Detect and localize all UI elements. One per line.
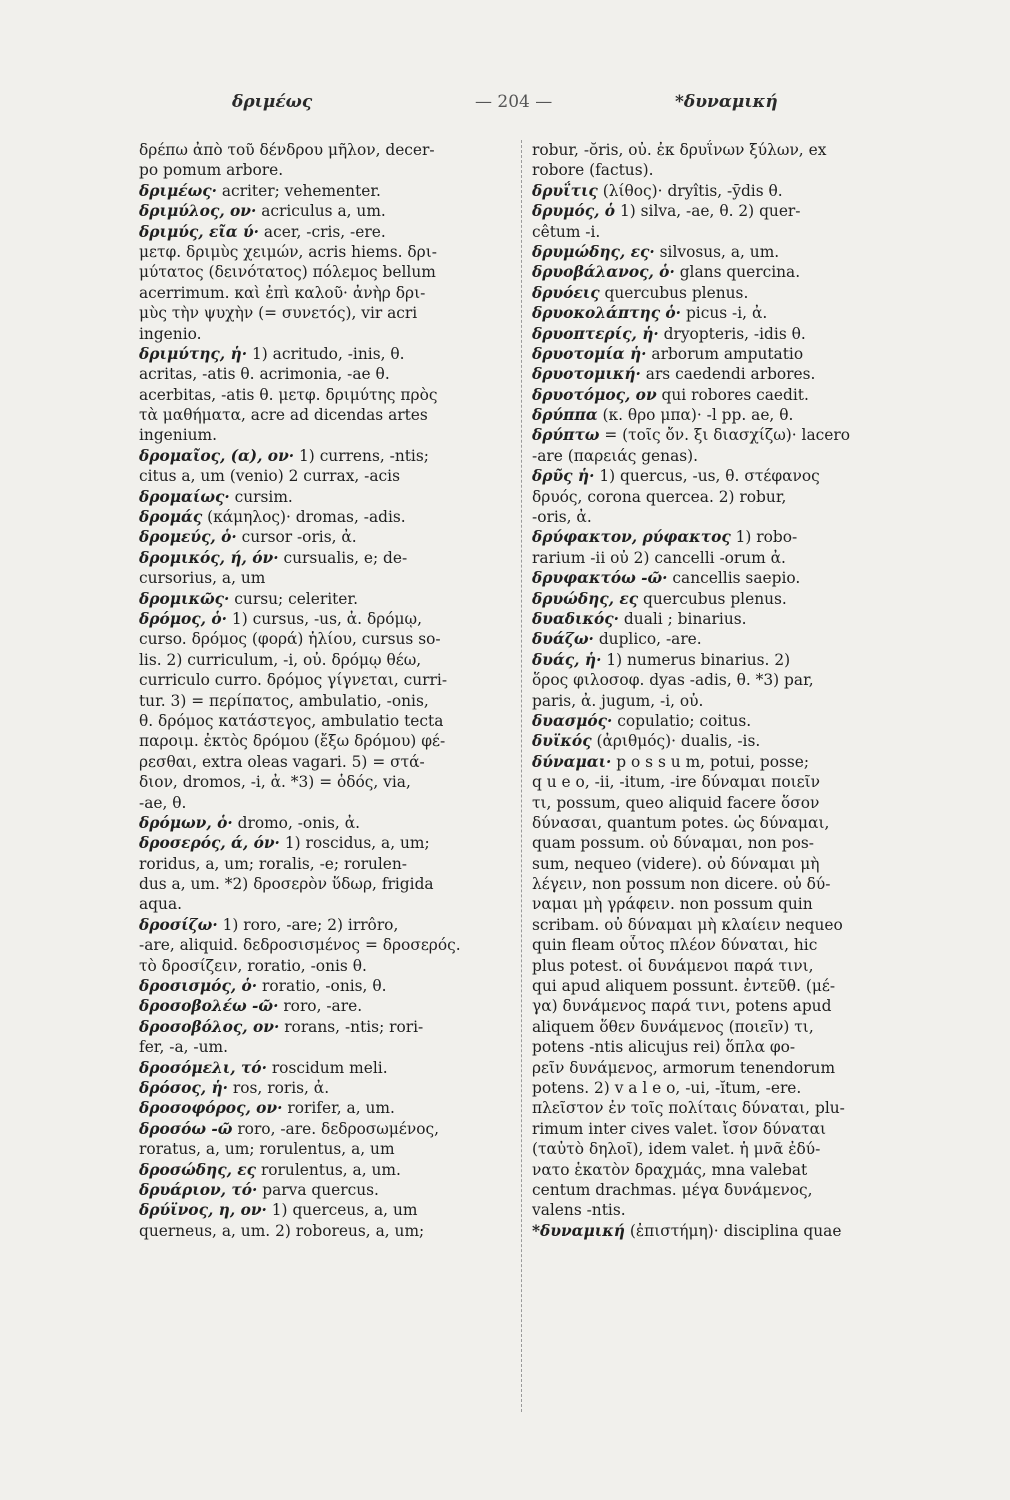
- definition-text: 1) roscidus, a, um;: [279, 834, 430, 853]
- definition-text: 1) silva, -ae, θ. 2) quer-: [615, 202, 801, 221]
- headword: δρυοτομική·: [532, 365, 641, 384]
- text-line: [139, 711, 511, 731]
- definition-text: po pomum arbore.: [139, 161, 284, 180]
- headword: δροσισμός, ὁ·: [139, 977, 258, 996]
- definition-text: acerbitas, -atis θ. μετφ. δριμύτης πρὸς: [139, 385, 438, 404]
- headword: δριμύλος, ον·: [139, 202, 257, 221]
- text-line: [139, 1139, 511, 1159]
- text-line: [532, 283, 932, 303]
- text-line: [139, 731, 511, 751]
- text-line: [139, 1017, 511, 1037]
- headword: δρυοκολάπτης ὁ·: [532, 304, 682, 323]
- text-line: [532, 956, 932, 976]
- headword: δρύπτω: [532, 426, 600, 445]
- text-line: [532, 425, 932, 445]
- text-line: [139, 894, 511, 914]
- text-line: [139, 201, 511, 221]
- definition-text: 1) numerus binarius. 2): [601, 650, 791, 669]
- definition-text: -ae, θ.: [139, 793, 187, 812]
- definition-text: cursorius, a, um: [139, 569, 266, 588]
- text-line: [139, 1200, 511, 1220]
- text-line: [139, 385, 511, 405]
- text-line: [532, 160, 932, 180]
- text-line: [532, 466, 932, 486]
- headword: δρομικός, ή, όν·: [139, 548, 279, 567]
- definition-text: silvosus, a, um.: [654, 242, 780, 261]
- definition-text: roscidum meli.: [266, 1058, 388, 1077]
- text-line: [139, 813, 511, 833]
- definition-text: = (τοῖς ὄν. ξι διασχίζω)· lacero: [599, 426, 850, 445]
- headword: δρύφακτον, ρύφακτος: [532, 528, 731, 547]
- headword: δρύϊνος, η, ον·: [139, 1201, 267, 1220]
- headword: δρυμός, ὁ: [532, 202, 616, 221]
- definition-text: dus a, um. *2) δροσερὸν ὕδωρ, frigida: [139, 875, 434, 894]
- definition-text: citus a, um (venio) 2 currax, -acis: [139, 467, 400, 486]
- text-line: [139, 466, 511, 486]
- text-line: [532, 894, 932, 914]
- text-line: [532, 324, 932, 344]
- definition-text: acerrimum. καὶ ἐπὶ καλοῦ· ἀνὴρ δρι-: [139, 283, 426, 302]
- definition-text: quercubus plenus.: [638, 589, 787, 608]
- text-line: [532, 487, 932, 507]
- text-line: [139, 507, 511, 527]
- definition-text: πλεῖστον ἐν τοῖς πολίταις δύναται, plu-: [532, 1099, 845, 1118]
- definition-text: robore (factus).: [532, 161, 654, 180]
- definition-text: lis. 2) curriculum, -i, οὐ. δρόμῳ θέω,: [139, 650, 422, 669]
- definition-text: cancellis saepio.: [667, 569, 801, 588]
- text-line: [532, 262, 932, 282]
- definition-text: (ἐπιστήμη)· disciplina quae: [624, 1221, 842, 1240]
- definition-text: roro, -are.: [278, 997, 363, 1016]
- text-line: [139, 1078, 511, 1098]
- definition-text: duplico, -are.: [593, 630, 702, 649]
- text-line: [532, 364, 932, 384]
- headword: δρυώδης, ες: [532, 589, 639, 608]
- text-line: [532, 711, 932, 731]
- definition-text: (ἀριθμός)· dualis, -is.: [591, 732, 761, 751]
- text-line: [532, 242, 932, 262]
- headword: δροσοβολέω -ῶ·: [139, 997, 279, 1016]
- headword: δυάζω·: [532, 630, 594, 649]
- left-column: [139, 140, 511, 1241]
- definition-text: 1) currens, -ntis;: [294, 446, 429, 465]
- text-line: [532, 629, 932, 649]
- definition-text: rarium -ii οὐ 2) cancelli -orum ἀ.: [532, 548, 786, 567]
- text-line: [532, 1037, 932, 1057]
- text-line: [139, 242, 511, 262]
- text-line: [139, 793, 511, 813]
- headword: δροσοβόλος, ον·: [139, 1017, 280, 1036]
- headword: δυϊκός: [532, 732, 592, 751]
- definition-text: 1) roro, -are; 2) irrôro,: [217, 915, 399, 934]
- definition-text: quin fleam οὗτος πλέον δύναται, hic: [532, 936, 818, 955]
- text-line: [532, 1139, 932, 1159]
- text-line: [532, 609, 932, 629]
- text-line: [139, 609, 511, 629]
- definition-text: cêtum -i.: [532, 222, 601, 241]
- headword: δρομικῶς·: [139, 589, 230, 608]
- definition-text: δρέπω ἀπὸ τοῦ δένδρου μῆλον, decer-: [139, 141, 435, 159]
- definition-text: ingenium.: [139, 426, 218, 445]
- text-line: [532, 1078, 932, 1098]
- definition-text: cursor -oris, ἀ.: [236, 528, 357, 547]
- headword: δροσοφόρος, ον·: [139, 1099, 283, 1118]
- text-line: [139, 405, 511, 425]
- text-line: [139, 772, 511, 792]
- text-line: [139, 568, 511, 588]
- definition-text: rorulentus, a, um.: [256, 1160, 401, 1179]
- headword: δρυόεις: [532, 283, 600, 302]
- text-line: [139, 629, 511, 649]
- text-line: [532, 140, 932, 160]
- headword: δριμύς, εῖα ύ·: [139, 222, 260, 241]
- headword: δροσόω -ῶ: [139, 1119, 233, 1138]
- page-header: [140, 92, 930, 122]
- headword: δρυφακτόω -ῶ·: [532, 569, 668, 588]
- text-line: [139, 548, 511, 568]
- text-line: [532, 731, 932, 751]
- text-line: [532, 854, 932, 874]
- text-line: [532, 996, 932, 1016]
- text-line: [532, 1017, 932, 1037]
- text-line: [532, 650, 932, 670]
- page-number: — 204 —: [475, 92, 553, 112]
- definition-text: τὰ μαθήματα, acre ad dicendas artes: [139, 406, 428, 425]
- definition-text: ναμαι μὴ γράφειν. non possum quin: [532, 895, 813, 914]
- text-line: [532, 935, 932, 955]
- definition-text: paris, ἀ. jugum, -i, οὐ.: [532, 691, 704, 710]
- definition-text: (κάμηλος)· dromas, -adis.: [202, 508, 406, 527]
- right-guide-word: *δυναμική: [675, 92, 778, 112]
- text-line: [139, 1098, 511, 1118]
- definition-text: ὅρος φιλοσοφ. dyas -adis, θ. *3) par,: [532, 671, 814, 690]
- definition-text: λέγειν, non possum non dicere. οὐ δύ-: [532, 875, 831, 894]
- text-line: [139, 527, 511, 547]
- text-line: [139, 691, 511, 711]
- text-line: [532, 385, 932, 405]
- text-line: [532, 772, 932, 792]
- definition-text: -are, aliquid. δεδροσισμένος = δροσερός.: [139, 936, 461, 955]
- text-line: [532, 915, 932, 935]
- definition-text: qui robores caedit.: [656, 385, 809, 404]
- definition-text: μὺς τὴν ψυχὴν (= συνετός), vir acri: [139, 304, 418, 323]
- definition-text: acer, -cris, -ere.: [259, 222, 386, 241]
- text-line: [139, 1221, 511, 1241]
- text-line: [532, 181, 932, 201]
- definition-text: ρεῖν δυνάμενος, armorum tenendorum: [532, 1058, 836, 1077]
- text-line: [139, 446, 511, 466]
- headword: δυασμός·: [532, 711, 613, 730]
- text-line: [139, 262, 511, 282]
- definition-text: (λίθος)· dryîtis, -ȳdis θ.: [597, 181, 783, 200]
- definition-text: aqua.: [139, 895, 183, 914]
- definition-text: dromo, -onis, ἀ.: [232, 813, 360, 832]
- definition-text: (ταὐτὸ δηλοῖ), idem valet. ἡ μνᾶ ἐδύ-: [532, 1140, 821, 1159]
- definition-text: ars caedendi arbores.: [640, 365, 816, 384]
- definition-text: (κ. θρο μπα)· -l pp. ae, θ.: [597, 406, 794, 425]
- definition-text: robur, -ŏris, οὐ. ἐκ δρυΐνων ξύλων, ex: [532, 141, 827, 159]
- headword: δύναμαι·: [532, 752, 612, 771]
- headword: δρόσος, ἡ·: [139, 1078, 229, 1097]
- definition-text: roratus, a, um; rorulentus, a, um: [139, 1140, 395, 1159]
- text-line: [139, 140, 511, 160]
- headword: δρυάριον, τό·: [139, 1180, 258, 1199]
- text-line: [139, 976, 511, 996]
- definition-text: acritas, -atis θ. acrimonia, -ae θ.: [139, 365, 390, 384]
- headword: δρυοτομία ἡ·: [532, 344, 647, 363]
- text-line: [532, 793, 932, 813]
- text-line: [532, 1119, 932, 1139]
- right-column: [532, 140, 932, 1241]
- definition-text: rorans, -ntis; rori-: [279, 1017, 424, 1036]
- definition-text: μύτατος (δεινότατος) πόλεμος bellum: [139, 263, 436, 282]
- definition-text: θ. δρόμος κατάστεγος, ambulatio tecta: [139, 711, 444, 730]
- definition-text: picus -i, ἀ.: [681, 304, 768, 323]
- text-line: [139, 956, 511, 976]
- text-line: [139, 833, 511, 853]
- definition-text: 1) cursus, -us, ἀ. δρόμῳ,: [227, 609, 422, 628]
- text-line: [532, 1221, 932, 1241]
- text-line: [139, 344, 511, 364]
- text-line: [139, 854, 511, 874]
- text-line: [139, 181, 511, 201]
- headword: δροσερός, ά, όν·: [139, 834, 280, 853]
- headword: δροσώδης, ες: [139, 1160, 257, 1179]
- headword: δρυμώδης, ες·: [532, 242, 655, 261]
- definition-text: cursim.: [229, 487, 293, 506]
- text-line: [139, 589, 511, 609]
- headword: δρομάς: [139, 508, 203, 527]
- definition-text: roro, -are. δεδροσωμένος,: [232, 1119, 439, 1138]
- definition-text: p o s s u m, potui, posse;: [611, 752, 810, 771]
- definition-text: scribam. οὐ δύναμαι μὴ κλαίειν nequeo: [532, 915, 843, 934]
- definition-text: τι, possum, queo aliquid facere ὅσον: [532, 793, 820, 812]
- text-line: [139, 1058, 511, 1078]
- definition-text: aliquem ὅθεν δυνάμενος (ποιεῖν) τι,: [532, 1017, 814, 1036]
- definition-text: roratio, -onis, θ.: [257, 977, 387, 996]
- definition-text: δύνασαι, quantum potes. ὡς δύναμαι,: [532, 813, 830, 832]
- text-line: [139, 160, 511, 180]
- headword: δυαδικός·: [532, 609, 620, 628]
- headword: δρομαίως·: [139, 487, 230, 506]
- text-line: [139, 1037, 511, 1057]
- text-line: [139, 1119, 511, 1139]
- definition-text: acriter; vehementer.: [216, 181, 381, 200]
- definition-text: qui apud aliquem possunt. ἐντεῦθ. (μέ-: [532, 977, 836, 996]
- column-divider: [521, 140, 523, 1412]
- definition-text: dryopteris, -idis θ.: [658, 324, 806, 343]
- definition-text: valens -ntis.: [532, 1201, 626, 1220]
- definition-text: τὸ δροσίζειν, roratio, -onis θ.: [139, 956, 367, 975]
- text-line: [532, 344, 932, 364]
- text-line: [532, 976, 932, 996]
- definition-text: γα) δυνάμενος παρά τινι, potens apud: [532, 997, 832, 1016]
- headword: *δυναμική: [532, 1221, 625, 1240]
- definition-text: q u e o, -ii, -itum, -ire δύναμαι ποιεῖν: [532, 773, 820, 792]
- definition-text: quercubus plenus.: [599, 283, 749, 302]
- headword: δρῦς ἡ·: [532, 467, 595, 486]
- headword: δρύππα: [532, 406, 598, 425]
- headword: δρόμος, ὁ·: [139, 609, 228, 628]
- definition-text: plus potest. οἱ δυνάμενοι παρά τινι,: [532, 956, 814, 975]
- text-line: [532, 527, 932, 547]
- text-line: [532, 1180, 932, 1200]
- definition-text: 1) acritudo, -inis, θ.: [247, 344, 405, 363]
- definition-text: ros, roris, ἀ.: [228, 1078, 330, 1097]
- text-line: [532, 874, 932, 894]
- headword: δρομεύς, ὁ·: [139, 528, 237, 547]
- definition-text: ρεσθαι, extra oleas vagari. 5) = στά-: [139, 752, 425, 771]
- definition-text: duali ; binarius.: [619, 609, 747, 628]
- headword: δριμύτης, ἡ·: [139, 344, 248, 363]
- definition-text: rorifer, a, um.: [282, 1099, 395, 1118]
- definition-text: arborum amputatio: [646, 344, 804, 363]
- text-line: [532, 1058, 932, 1078]
- definition-text: sum, nequeo (videre). οὐ δύναμαι μὴ: [532, 854, 820, 873]
- definition-text: quam possum. οὐ δύναμαι, non pos-: [532, 834, 814, 853]
- text-line: [139, 1160, 511, 1180]
- definition-text: cursualis, e; de-: [278, 548, 408, 567]
- text-line: [139, 425, 511, 445]
- headword: δρυΐτις: [532, 181, 598, 200]
- text-line: [139, 935, 511, 955]
- text-line: [139, 874, 511, 894]
- definition-text: potens. 2) v a l e o, -ui, -ĭtum, -ere.: [532, 1078, 802, 1097]
- headword: δρυοβάλανος, ὁ·: [532, 263, 675, 282]
- definition-text: -are (παρειάς genas).: [532, 446, 699, 465]
- definition-text: centum drachmas. μέγα δυνάμενος,: [532, 1180, 813, 1199]
- definition-text: διον, dromos, -i, ἀ. *3) = ὁδός, via,: [139, 773, 411, 792]
- text-line: [532, 1200, 932, 1220]
- text-line: [532, 548, 932, 568]
- text-line: [532, 813, 932, 833]
- definition-text: querneus, a, um. 2) roboreus, a, um;: [139, 1221, 425, 1240]
- text-line: [532, 833, 932, 853]
- text-line: [139, 324, 511, 344]
- headword: δριμέως·: [139, 181, 217, 200]
- text-line: [532, 589, 932, 609]
- definition-text: 1) querceus, a, um: [266, 1201, 418, 1220]
- definition-text: parva quercus.: [257, 1180, 379, 1199]
- headword: δρυοτόμος, ον: [532, 385, 657, 404]
- text-line: [532, 507, 932, 527]
- definition-text: δρυός, corona quercea. 2) robur,: [532, 487, 787, 506]
- text-line: [532, 222, 932, 242]
- definition-text: παροιμ. ἐκτὸς δρόμου (ἔξω δρόμου) φέ-: [139, 732, 446, 751]
- text-line: [139, 670, 511, 690]
- definition-text: 1) robo-: [730, 528, 798, 547]
- definition-text: -oris, ἀ.: [532, 508, 592, 527]
- left-guide-word: δριμέως: [232, 92, 313, 112]
- text-line: [532, 691, 932, 711]
- text-line: [139, 222, 511, 242]
- text-line: [532, 201, 932, 221]
- headword: δρομαῖος, (α), ον·: [139, 446, 295, 465]
- definition-text: curriculo curro. δρόμος γίγνεται, curri-: [139, 671, 448, 690]
- text-line: [139, 1180, 511, 1200]
- headword: δροσόμελι, τό·: [139, 1058, 267, 1077]
- headword: δρυοπτερίς, ἡ·: [532, 324, 659, 343]
- definition-text: cursu; celeriter.: [229, 589, 358, 608]
- text-line: [532, 752, 932, 772]
- text-line: [532, 1098, 932, 1118]
- definition-text: potens -ntis alicujus rei) ὅπλα φο-: [532, 1038, 796, 1057]
- headword: δυάς, ἡ·: [532, 650, 602, 669]
- text-line: [532, 670, 932, 690]
- definition-text: tur. 3) = περίπατος, ambulatio, -onis,: [139, 691, 429, 710]
- definition-text: curso. δρόμος (φορά) ἡλίου, cursus so-: [139, 630, 441, 649]
- definition-text: 1) quercus, -us, θ. στέφανος: [594, 467, 820, 486]
- definition-text: μετφ. δριμὺς χειμών, acris hiems. δρι-: [139, 242, 437, 261]
- text-line: [139, 996, 511, 1016]
- text-line: [139, 283, 511, 303]
- text-line: [139, 487, 511, 507]
- definition-text: fer, -a, -um.: [139, 1038, 229, 1057]
- text-line: [139, 915, 511, 935]
- definition-text: νατο ἑκατὸν δραχμάς, mna valebat: [532, 1160, 808, 1179]
- text-line: [532, 1160, 932, 1180]
- definition-text: acriculus a, um.: [256, 202, 386, 221]
- definition-text: ingenio.: [139, 324, 202, 343]
- headword: δρόμων, ὁ·: [139, 813, 233, 832]
- text-line: [532, 446, 932, 466]
- text-line: [532, 405, 932, 425]
- definition-text: rimum inter cives valet. ἴσον δύναται: [532, 1119, 827, 1138]
- definition-text: copulatio; coitus.: [612, 711, 752, 730]
- text-line: [139, 303, 511, 323]
- text-line: [532, 568, 932, 588]
- headword: δροσίζω·: [139, 915, 218, 934]
- text-line: [532, 303, 932, 323]
- text-line: [139, 752, 511, 772]
- text-line: [139, 364, 511, 384]
- definition-text: roridus, a, um; roralis, -e; rorulen-: [139, 854, 407, 873]
- text-line: [139, 650, 511, 670]
- definition-text: glans quercina.: [674, 263, 801, 282]
